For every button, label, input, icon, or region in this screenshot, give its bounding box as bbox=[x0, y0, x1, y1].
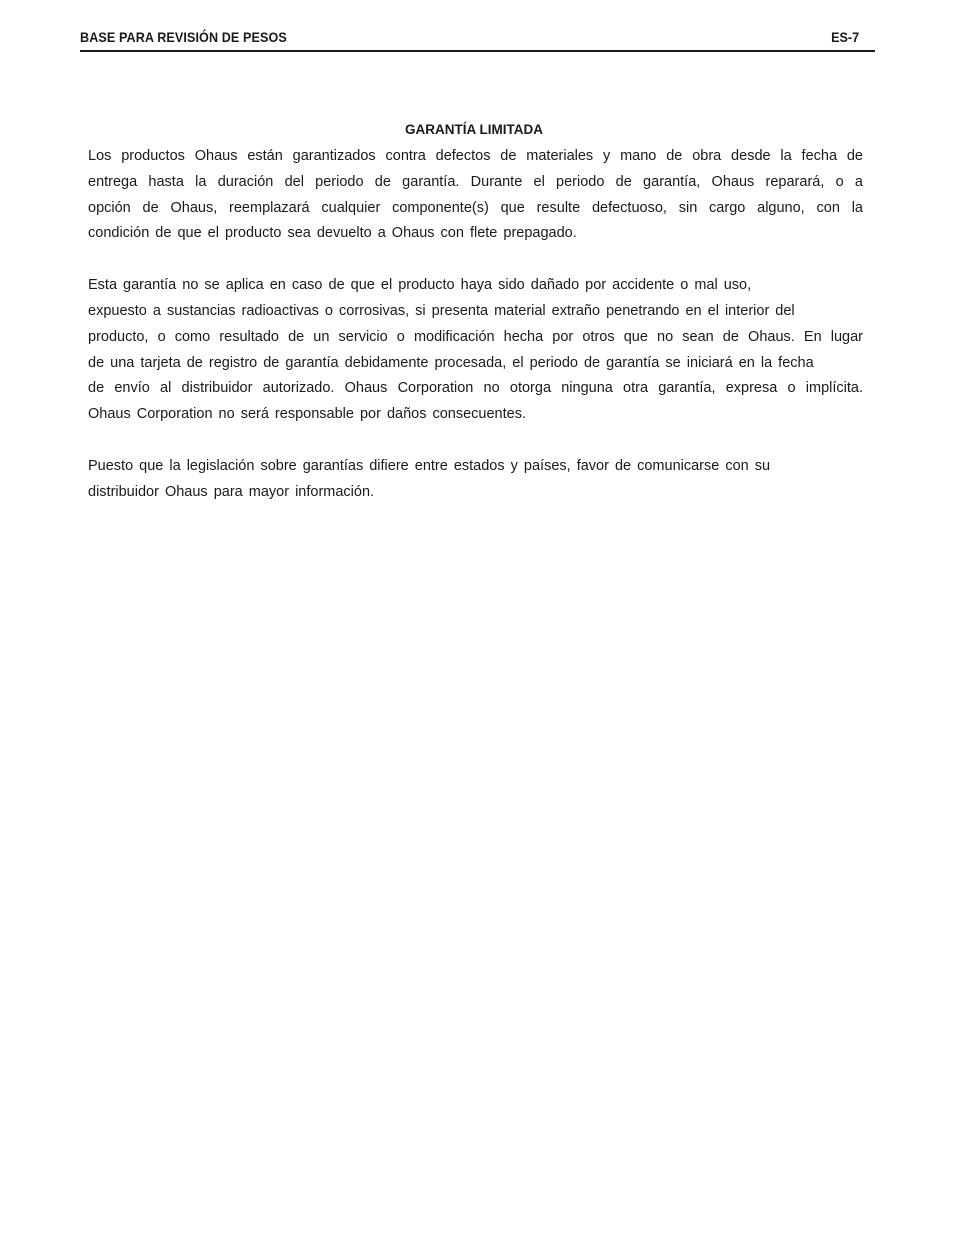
section-heading: GARANTÍA LIMITADA bbox=[405, 122, 543, 137]
text-line: distribuidor Ohaus para mayor información. bbox=[88, 483, 375, 500]
warranty-text bbox=[88, 144, 863, 532]
text-line: entrega hasta la duración del periodo de garantía. Durante el periodo de garantía, Ohaus reparará, o a bbox=[88, 173, 863, 190]
header-title: BASE PARA REVISIÓN DE PESOS bbox=[80, 29, 287, 45]
text-line: Puesto que la legislación sobre garantías difiere entre estados y países, favor de comunicarse con su bbox=[88, 457, 771, 474]
page-number: ES-7 bbox=[830, 29, 859, 45]
paragraph-3 bbox=[88, 454, 863, 506]
text-line: condición de que el producto sea devuelto a Ohaus con flete prepagado. bbox=[88, 225, 577, 242]
text-line: de una tarjeta de registro de garantía debidamente procesada, el periodo de garantía se iniciará en la fecha bbox=[88, 354, 814, 371]
text-line: producto, o como resultado de un servicio o modificación hecha por otros que no sean de Ohaus. En lugar bbox=[88, 328, 863, 345]
text-line: expuesto a sustancias radioactivas o corrosivas, si presenta material extraño penetrando en el interior del bbox=[88, 302, 795, 319]
paragraph-2 bbox=[88, 273, 863, 428]
page-header bbox=[80, 28, 875, 52]
text-line: Esta garantía no se aplica en caso de que el producto haya sido dañado por accidente o mal uso, bbox=[88, 277, 752, 294]
text-line: Ohaus Corporation no será responsable por daños consecuentes. bbox=[88, 406, 526, 423]
paragraph-1 bbox=[88, 144, 863, 247]
text-line: de envío al distribuidor autorizado. Ohaus Corporation no otorga ninguna otra garantía, expresa o implícita. bbox=[88, 380, 863, 397]
text-line: opción de Ohaus, reemplazará cualquier componente(s) que resulte defectuoso, sin cargo alguno, con la bbox=[88, 199, 863, 216]
text-line: Los productos Ohaus están garantizados contra defectos de materiales y mano de obra desde la fecha de bbox=[88, 148, 863, 164]
